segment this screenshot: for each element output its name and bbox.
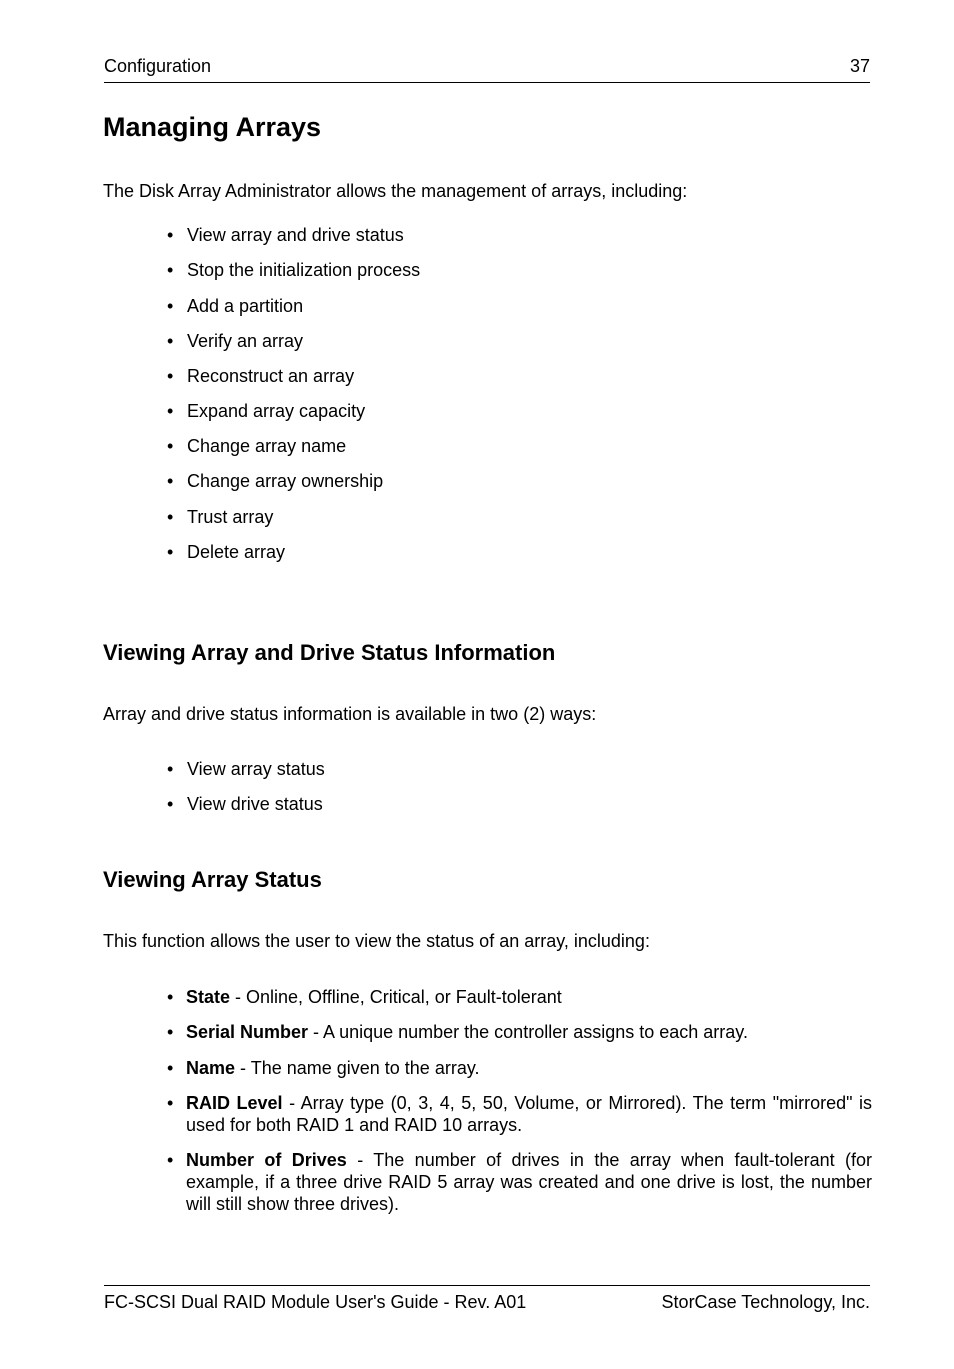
- footer-rule: [104, 1285, 870, 1286]
- page-number: 37: [849, 56, 870, 76]
- bullet-icon: •: [167, 436, 174, 456]
- definition-text: - Array type (0, 3, 4, 5, 50, Volume, or Mirrored). The term "mirrored" is used for both RAID 1 and RAID 10 arrays.: [186, 1093, 873, 1135]
- page-title: Managing Arrays: [103, 112, 322, 142]
- list-item: • Change array ownership: [167, 471, 384, 491]
- definition-item-name: [167, 1057, 872, 1079]
- definition-term: RAID Level: [186, 1093, 283, 1113]
- section-paragraph: This function allows the user to view the status of an array, including:: [103, 931, 650, 951]
- definition-text: - The number of drives in the array when fault-tolerant (for example, if a three drive RAID 5 array was created and one drive is lost, the number will still show three drives).: [186, 1150, 872, 1214]
- bullet-icon: •: [167, 471, 174, 491]
- section-heading: Viewing Array and Drive Status Information: [103, 640, 556, 665]
- definition-term: Name: [186, 1058, 236, 1078]
- list-item: • Trust array: [167, 507, 274, 527]
- list-item: • View array and drive status: [167, 225, 404, 245]
- footer-company: StorCase Technology, Inc.: [661, 1292, 870, 1312]
- definition-term: Number of Drives: [186, 1150, 347, 1170]
- bullet-icon: •: [167, 225, 174, 245]
- definition-text: - The name given to the array.: [235, 1058, 480, 1078]
- list-item: • Verify an array: [167, 331, 304, 351]
- list-item: • View array status: [167, 759, 325, 779]
- bullet-icon: •: [167, 987, 174, 1007]
- list-item: • View drive status: [167, 794, 323, 814]
- definition-text: - A unique number the controller assigns to each array.: [308, 1022, 748, 1042]
- definition-item-raid-level: [167, 1092, 872, 1136]
- bullet-icon: •: [167, 1022, 174, 1042]
- bullet-icon: •: [167, 296, 174, 316]
- definition-text: - Online, Offline, Critical, or Fault-tolerant: [230, 987, 562, 1007]
- bullet-icon: •: [167, 260, 174, 280]
- list-item: • Expand array capacity: [167, 401, 366, 421]
- definition-item-state: [167, 986, 872, 1008]
- list-item: • Change array name: [167, 436, 347, 456]
- bullet-icon: •: [167, 331, 174, 351]
- section-heading: Viewing Array Status: [103, 867, 322, 892]
- bullet-icon: •: [167, 1093, 174, 1113]
- list-item: • Add a partition: [167, 296, 304, 316]
- header-rule: [104, 82, 870, 83]
- definition-item-serial-number: [167, 1021, 872, 1043]
- bullet-icon: •: [167, 794, 174, 814]
- running-header-section: Configuration: [104, 56, 212, 76]
- bullet-icon: •: [167, 366, 174, 386]
- list-item: • Reconstruct an array: [167, 366, 355, 386]
- definition-item-number-of-drives: [167, 1149, 872, 1215]
- definition-term: State: [186, 987, 231, 1007]
- intro-paragraph: The Disk Array Administrator allows the management of arrays, including:: [103, 181, 688, 201]
- list-item: • Delete array: [167, 542, 286, 562]
- bullet-icon: •: [167, 759, 174, 779]
- bullet-icon: •: [167, 1150, 174, 1170]
- bullet-icon: •: [167, 542, 174, 562]
- bullet-icon: •: [167, 507, 174, 527]
- bullet-icon: •: [167, 401, 174, 421]
- list-item: • Stop the initialization process: [167, 260, 421, 280]
- definition-term: Serial Number: [186, 1022, 309, 1042]
- section-paragraph: Array and drive status information is available in two (2) ways:: [103, 704, 597, 724]
- bullet-icon: •: [167, 1058, 174, 1078]
- footer-document-title: FC-SCSI Dual RAID Module User's Guide - Rev. A01: [104, 1292, 527, 1312]
